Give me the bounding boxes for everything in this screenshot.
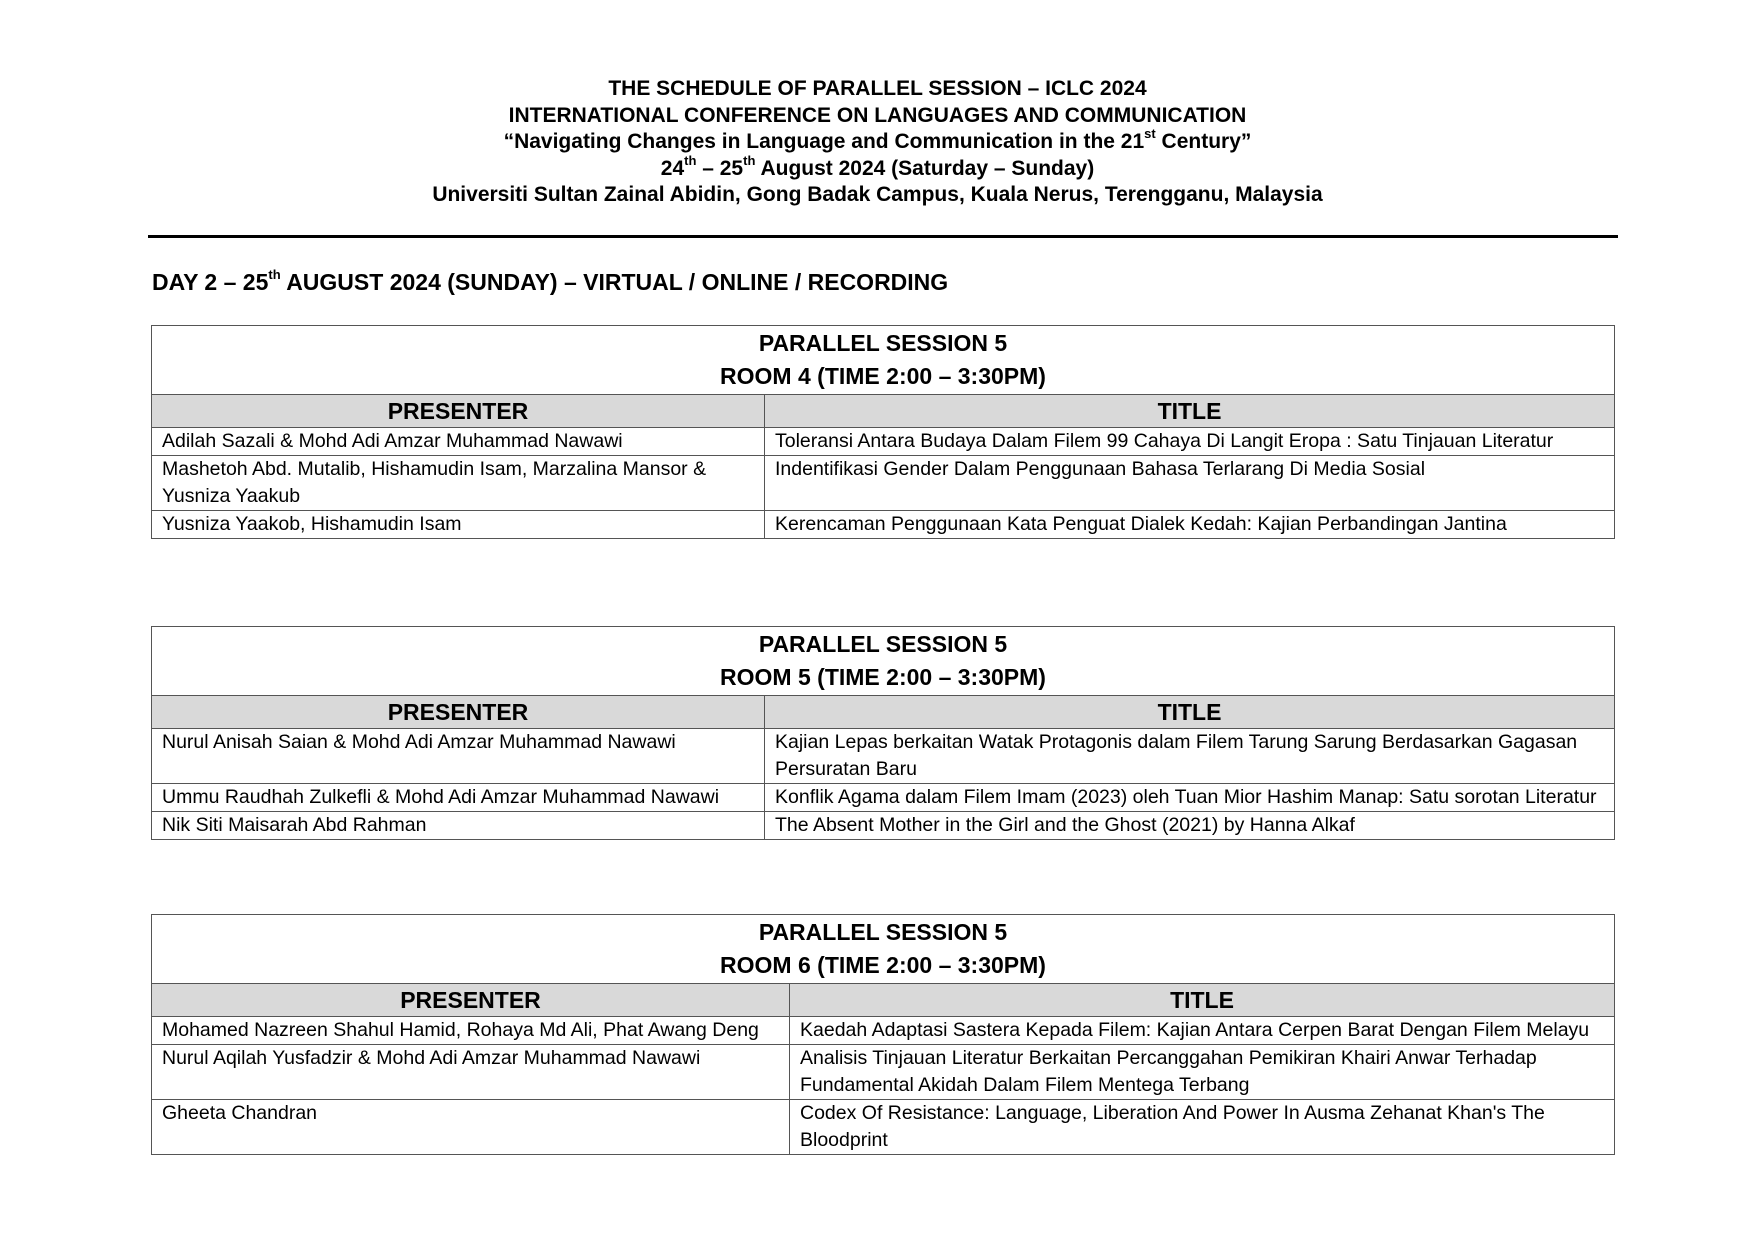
title-cell: Kajian Lepas berkaitan Watak Protagonis dalam Filem Tarung Sarung Berdasarkan Gagasan Persuratan Baru (765, 729, 1615, 784)
session-table-room-5 (151, 626, 1615, 840)
session-table-room-6 (151, 914, 1615, 1155)
column-header-title: TITLE (765, 696, 1615, 729)
title-cell: Kerencaman Penggunaan Kata Penguat Dialek Kedah: Kajian Perbandingan Jantina (765, 511, 1615, 539)
header-date-start: 24 (660, 156, 685, 180)
header-theme-text: “Navigating Changes in Language and Communication in the 21 (503, 130, 1145, 153)
header-dates (0, 152, 1755, 183)
header-date-end: – 25 (696, 156, 744, 180)
day-heading (152, 269, 948, 296)
session-title: PARALLEL SESSION 5 (758, 631, 1008, 657)
title-cell: Kaedah Adaptasi Sastera Kepada Filem: Kajian Antara Cerpen Barat Dengan Filem Melayu (790, 1017, 1615, 1045)
header-date-sup1: th (684, 152, 697, 168)
presenter-cell: Mohamed Nazreen Shahul Hamid, Rohaya Md Ali, Phat Awang Deng (152, 1017, 790, 1045)
session-heading (152, 915, 1615, 984)
title-cell: Analisis Tinjauan Literatur Berkaitan Percanggahan Pemikiran Khairi Anwar Terhadap Fundamental Akidah Dalam Filem Mentega Terbang (790, 1045, 1615, 1100)
header-conference-name: INTERNATIONAL CONFERENCE ON LANGUAGES AND COMMUNICATION (508, 103, 1247, 127)
title-cell: Indentifikasi Gender Dalam Penggunaan Bahasa Terlarang Di Media Sosial (765, 456, 1615, 511)
column-header-title: TITLE (765, 395, 1615, 428)
session-room: ROOM 4 (TIME 2:00 – 3:30PM) (720, 363, 1046, 389)
document-header (0, 76, 1755, 209)
day-heading-sup: th (268, 267, 281, 283)
table-row (152, 729, 1615, 784)
table-row (152, 511, 1615, 539)
session-title: PARALLEL SESSION 5 (758, 330, 1008, 356)
presenter-cell: Nik Siti Maisarah Abd Rahman (152, 812, 765, 840)
presenter-cell: Yusniza Yaakob, Hishamudin Isam (152, 511, 765, 539)
session-room: ROOM 6 (TIME 2:00 – 3:30PM) (720, 952, 1046, 978)
presenter-cell: Gheeta Chandran (152, 1100, 790, 1155)
table-row (152, 1100, 1615, 1155)
header-date-sup2: th (743, 152, 756, 168)
day-heading-text: DAY 2 – 25 (152, 269, 269, 295)
presenter-cell: Ummu Raudhah Zulkefli & Mohd Adi Amzar Muhammad Nawawi (152, 784, 765, 812)
header-theme-text-end: Century” (1155, 130, 1252, 153)
session-heading (152, 326, 1615, 395)
title-cell: Codex Of Resistance: Language, Liberation And Power In Ausma Zehanat Khan's The Bloodprint (790, 1100, 1615, 1155)
presenter-cell: Nurul Aqilah Yusfadzir & Mohd Adi Amzar Muhammad Nawawi (152, 1045, 790, 1100)
column-header-presenter: PRESENTER (152, 696, 765, 729)
title-cell: Toleransi Antara Budaya Dalam Filem 99 Cahaya Di Langit Eropa : Satu Tinjauan Literatur (765, 428, 1615, 456)
header-schedule-title: THE SCHEDULE OF PARALLEL SESSION – ICLC 2024 (608, 77, 1147, 100)
session-title: PARALLEL SESSION 5 (758, 919, 1008, 945)
table-row (152, 812, 1615, 840)
column-header-presenter: PRESENTER (152, 395, 765, 428)
header-venue: Universiti Sultan Zainal Abidin, Gong Badak Campus, Kuala Nerus, Terengganu, Malaysia (432, 183, 1323, 206)
table-row (152, 784, 1615, 812)
presenter-cell: Mashetoh Abd. Mutalib, Hishamudin Isam, Marzalina Mansor & Yusniza Yaakub (152, 456, 765, 511)
title-cell: The Absent Mother in the Girl and the Ghost (2021) by Hanna Alkaf (765, 812, 1615, 840)
session-table-room-4 (151, 325, 1615, 539)
table-row (152, 1017, 1615, 1045)
title-cell: Konflik Agama dalam Filem Imam (2023) oleh Tuan Mior Hashim Manap: Satu sorotan Literatur (765, 784, 1615, 812)
table-row (152, 456, 1615, 511)
session-heading (152, 627, 1615, 696)
day-heading-rest: AUGUST 2024 (SUNDAY) – VIRTUAL / ONLINE / RECORDING (280, 269, 949, 295)
presenter-cell: Nurul Anisah Saian & Mohd Adi Amzar Muhammad Nawawi (152, 729, 765, 784)
table-row (152, 1045, 1615, 1100)
session-room: ROOM 5 (TIME 2:00 – 3:30PM) (720, 664, 1046, 690)
presenter-cell: Adilah Sazali & Mohd Adi Amzar Muhammad Nawawi (152, 428, 765, 456)
column-header-title: TITLE (790, 984, 1615, 1017)
header-theme-sup: st (1144, 126, 1156, 141)
column-header-presenter: PRESENTER (152, 984, 790, 1017)
table-row (152, 428, 1615, 456)
header-divider (148, 235, 1618, 238)
header-theme (0, 126, 1755, 156)
header-date-rest: August 2024 (Saturday – Sunday) (755, 156, 1095, 180)
